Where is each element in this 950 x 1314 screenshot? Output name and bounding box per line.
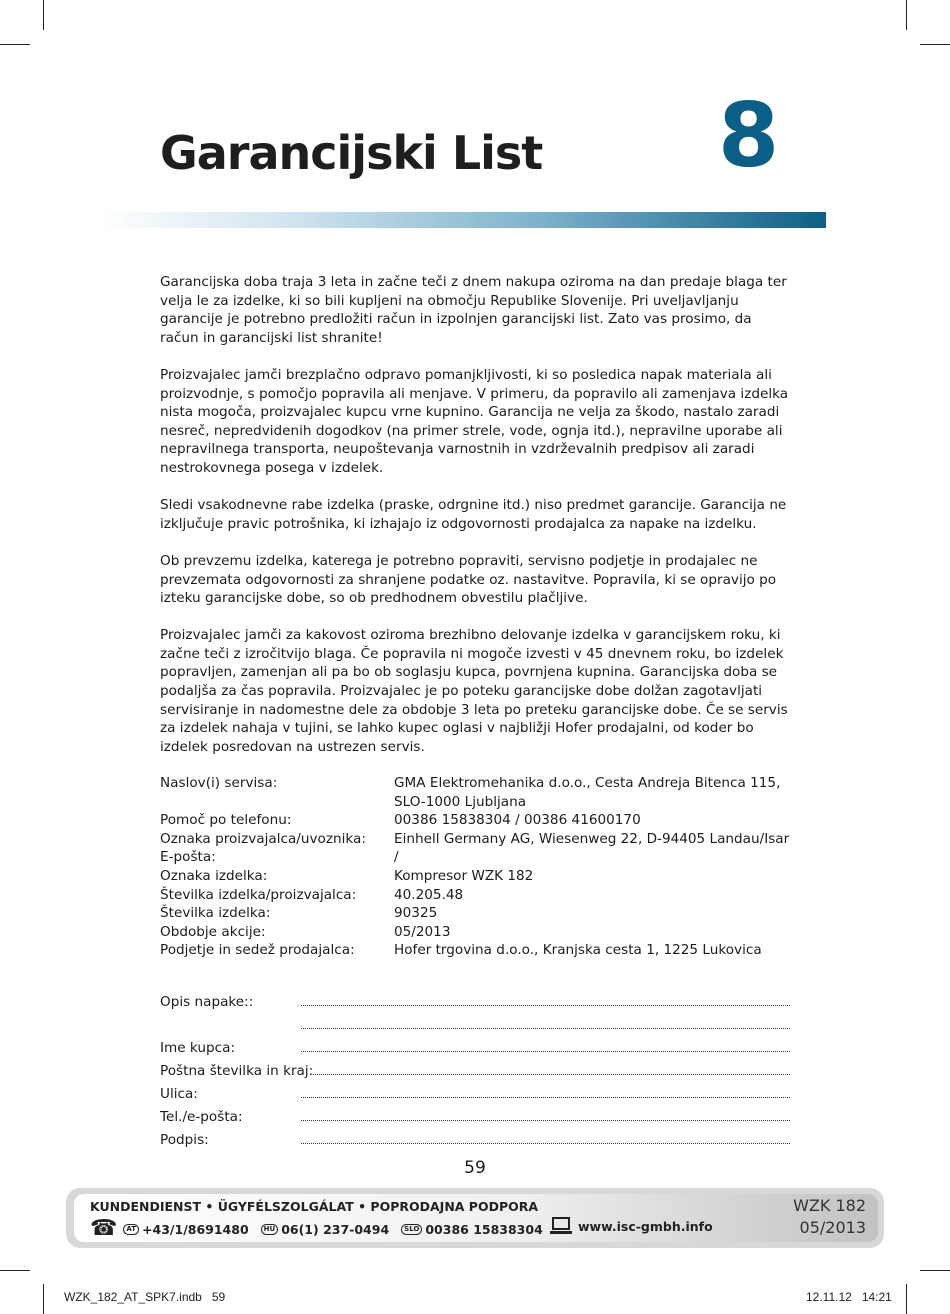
info-label: Številka izdelka/proizvajalca: — [160, 886, 357, 903]
info-label — [160, 793, 394, 812]
street-row — [160, 1079, 790, 1102]
defect-description-label: Opis napake:: — [160, 994, 254, 1010]
country-badge-slo: SLO — [401, 1224, 422, 1235]
page-title: Garancijski List — [160, 126, 543, 180]
info-row — [160, 867, 800, 886]
phone-email-label: Tel./e-pošta: — [160, 1109, 243, 1125]
info-label: Oznaka izdelka: — [160, 867, 268, 884]
info-label: Številka izdelka: — [160, 905, 271, 922]
service-info-table — [160, 774, 800, 960]
telephone-icon: ☎ — [90, 1216, 118, 1241]
paragraph: Garancijska doba traja 3 leta in začne teči z dnem nakupa oziroma na dan predaje blaga ter velja le za izdelke, ki so bili kupljeni na območju Republike Slovenije. Pri uveljavljanju garancije je potrebno predložiti račun in izpolnjen garancijski list. Zato vas prosimo, da račun in garancijski list shranite! — [160, 274, 787, 346]
crop-mark — [43, 0, 44, 30]
info-row — [160, 811, 800, 830]
website-link[interactable]: www.isc-gmbh.info — [578, 1218, 713, 1234]
page-number: 59 — [464, 1158, 486, 1178]
street-field[interactable] — [301, 1096, 790, 1098]
paragraph: Sledi vsakodnevne rabe izdelka (praske, odrgnine itd.) niso predmet garancije. Garancija ne izključuje pravic potrošnika, ki izhajajo iz odgovornosti prodajalca za napake na izdelku. — [160, 497, 787, 532]
crop-mark — [0, 1270, 30, 1271]
warranty-text — [160, 273, 790, 775]
signature-label: Podpis: — [160, 1132, 209, 1148]
defect-description-field-2[interactable] — [301, 1027, 790, 1029]
postal-row — [160, 1056, 790, 1079]
phone-at: +43/1/8691480 — [142, 1221, 249, 1237]
country-badge-hu: HU — [261, 1224, 279, 1235]
service-line: KUNDENDIENST • ÜGYFÉLSZOLGÁLAT • POPRODAJNA PODPORA — [90, 1199, 539, 1214]
info-row — [160, 886, 800, 905]
info-label: Oznaka proizvajalca/uvoznika: — [160, 830, 366, 847]
info-value: SLO-1000 Ljubljana — [394, 793, 527, 810]
crop-mark — [43, 1284, 44, 1314]
crop-mark — [0, 44, 30, 45]
info-label: E-pošta: — [160, 849, 216, 866]
country-badge-at: AT — [123, 1224, 139, 1235]
info-value: Kompresor WZK 182 — [394, 867, 534, 884]
website-block — [550, 1216, 713, 1236]
customer-name-row — [160, 1033, 790, 1056]
paragraph: Proizvajalec jamči za kakovost oziroma brezhibno delovanje izdelka v garancijskem roku, ki začne teči z izročitvijo blaga. Če popravila ni mogoče izvesti v 45 dnevnem roku, bo izdelek popravljen, zamenjan ali pa bo ob soglasju kupca, povrnjena kupnina. Garancijska doba se podaljša za čas popravila. Proizvajalec je po poteku garancijske dobe dolžan zagotavljati servisiranje in nadomestne dele za obdobje 3 leta po preteku garancijske dobe. Če se servis za izdelek nahaja v tujini, se lahko kupec oglasi v najbližji Hofer prodajalni, od koder bo izdelek posredovan na ustrezen servis. — [160, 627, 788, 755]
defect-description-row — [160, 987, 790, 1010]
customer-name-field[interactable] — [301, 1050, 790, 1052]
postal-label: Poštna številka in kraj: — [160, 1063, 314, 1079]
info-row — [160, 774, 800, 793]
customer-form — [160, 987, 790, 1148]
laptop-icon — [550, 1216, 572, 1236]
info-value: 90325 — [394, 905, 438, 922]
info-row — [160, 941, 800, 960]
paragraph: Ob prevzemu izdelka, katerega je potrebno popraviti, servisno podjetje in prodajalec ne prevzemata odgovornosti za shranjene podatke oz. nastavitve. Popravila, ki se opravijo po izteku garancijske dobe, so ob predhodnem obvestilu plačljive. — [160, 552, 777, 607]
info-label: Pomoč po telefonu: — [160, 812, 292, 829]
info-value: 00386 15838304 / 00386 41600170 — [394, 812, 641, 829]
info-row — [160, 793, 800, 812]
phone-slo: 00386 15838304 — [425, 1221, 543, 1237]
info-row — [160, 830, 800, 849]
info-value: Hofer trgovina d.o.o., Kranjska cesta 1, 1225 Lukovica — [394, 942, 762, 959]
info-value: GMA Elektromehanika d.o.o., Cesta Andreja Bitenca 115, — [394, 775, 781, 791]
info-value: 40.205.48 — [394, 886, 464, 903]
info-row — [160, 904, 800, 923]
info-value: / — [394, 849, 399, 866]
defect-description-field[interactable] — [301, 1004, 790, 1006]
info-label: Podjetje in sedež prodajalca: — [160, 942, 355, 959]
phone-email-field[interactable] — [301, 1119, 790, 1121]
street-label: Ulica: — [160, 1086, 198, 1102]
phone-email-row — [160, 1102, 790, 1125]
info-value: Einhell Germany AG, Wiesenweg 22, D-94405 Landau/Isar — [394, 830, 790, 847]
info-label: Obdobje akcije: — [160, 923, 266, 940]
print-slug-file: WZK_182_AT_SPK7.indb 59 — [64, 1290, 226, 1304]
info-value: 05/2013 — [394, 923, 451, 940]
crop-mark — [920, 1270, 950, 1271]
defect-description-row-2 — [160, 1010, 790, 1033]
customer-name-label: Ime kupca: — [160, 1040, 236, 1056]
info-row — [160, 848, 800, 867]
info-row — [160, 923, 800, 942]
model-label: WZK 182 — [793, 1196, 866, 1215]
chapter-number: 8 — [718, 84, 780, 187]
signature-field[interactable] — [301, 1142, 790, 1144]
edition-date: 05/2013 — [799, 1218, 866, 1237]
crop-mark — [906, 1284, 907, 1314]
paragraph: Proizvajalec jamči brezplačno odpravo pomanjkljivosti, ki so posledica napak materiala ali proizvodnje, s pomočjo popravila ali menjave. V primeru, da popravilo ali zamenjava izdelka nista mogoča, proizvajalec kupcu vrne kupnino. Garancija ne velja za škodo, nastalo zaradi nesreč, nepredvidenih dogodkov (na primer strele, vode, ognja itd.), nepravilne uporabe ali nepravilnega transporta, neupoštevanja varnostnih in vzdrževalnih predpisov ali zaradi nestrokovnega posega v izdelek. — [160, 366, 789, 476]
phone-numbers — [90, 1218, 555, 1240]
crop-mark — [920, 44, 950, 45]
info-label: Naslov(i) servisa: — [160, 775, 278, 791]
signature-row — [160, 1125, 790, 1148]
header-gradient-bar — [100, 212, 826, 228]
print-slug-timestamp: 12.11.12 14:21 — [806, 1290, 892, 1304]
phone-hu: 06(1) 237-0494 — [281, 1221, 390, 1237]
postal-field[interactable] — [313, 1073, 790, 1075]
crop-mark — [906, 0, 907, 30]
